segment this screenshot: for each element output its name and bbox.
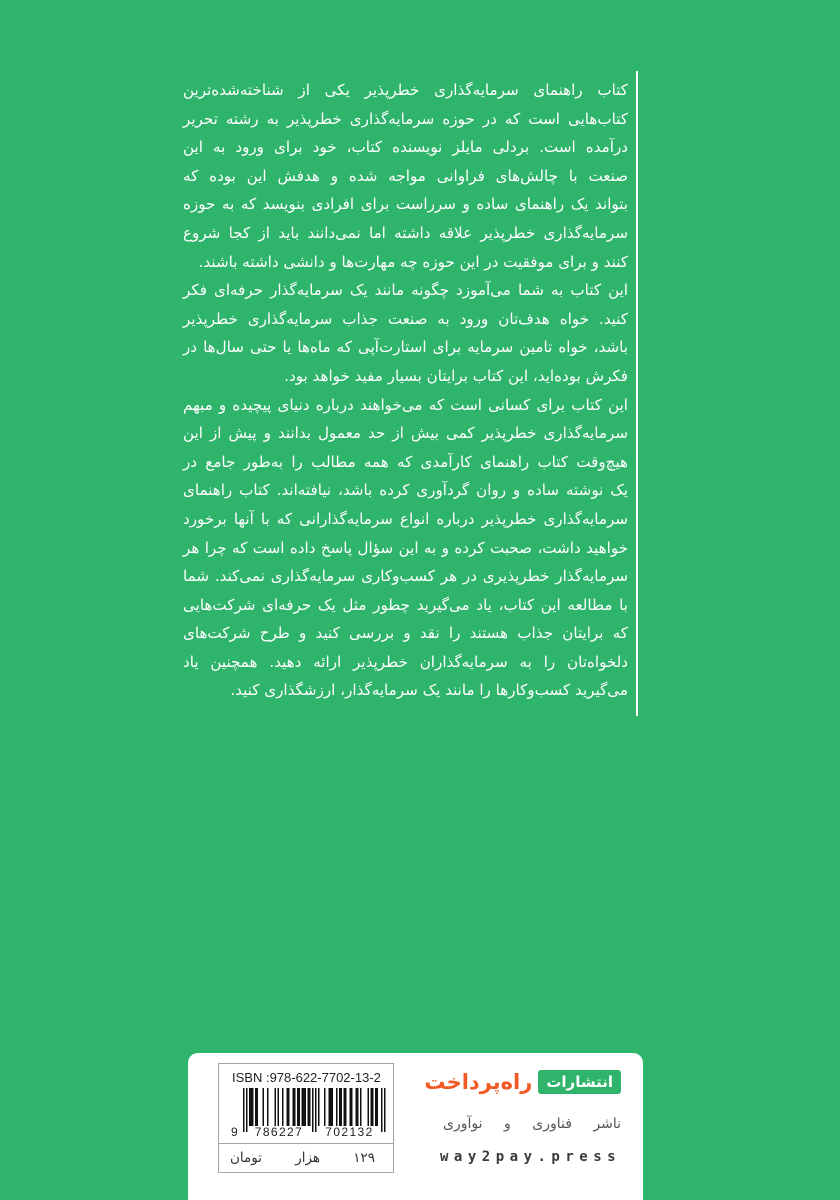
description-line-text: کنید. خواه هدف‌تان ورود به صنعت جذاب سرمایه‌گذاری خطرپذیر bbox=[183, 309, 628, 328]
barcode-bar bbox=[275, 1088, 277, 1126]
description-text bbox=[183, 76, 628, 705]
description-line bbox=[183, 448, 628, 477]
description-line-text: فکرش بوده‌اید، این کتاب برایتان بسیار مفید خواهد بود. bbox=[284, 366, 628, 385]
barcode-digit-group: 9 bbox=[230, 1125, 240, 1139]
barcode-bar bbox=[368, 1088, 370, 1126]
description-line bbox=[183, 219, 628, 248]
barcode-bar bbox=[381, 1088, 383, 1132]
barcode-bar bbox=[297, 1088, 300, 1126]
barcode-bar bbox=[302, 1088, 307, 1126]
barcode-bar bbox=[249, 1088, 254, 1126]
barcode-bar bbox=[384, 1088, 386, 1132]
description-line bbox=[183, 619, 628, 648]
description-line-text: می‌گیرید کسب‌وکارها را مانند یک سرمایه‌گذار، ارزشگذاری کنید. bbox=[230, 681, 628, 700]
barcode-bar bbox=[278, 1088, 280, 1126]
description-line bbox=[183, 534, 628, 563]
barcode-bar bbox=[324, 1088, 326, 1126]
barcode-bar bbox=[267, 1088, 269, 1126]
description-line bbox=[183, 276, 628, 305]
barcode-bar bbox=[308, 1088, 311, 1126]
description-line-text: خواهید داشت، صحبت کرده و به این سؤال پاسخ داده است که چرا هر bbox=[183, 538, 628, 557]
barcode-bar bbox=[344, 1088, 347, 1126]
description-line bbox=[183, 562, 628, 591]
description-line bbox=[183, 162, 628, 191]
publisher-tagline: ناشر فناوری و نوآوری bbox=[443, 1116, 621, 1132]
isbn-label: ISBN :978-622-7702-13-2 bbox=[232, 1070, 381, 1085]
description-line bbox=[183, 391, 628, 420]
vertical-rule bbox=[636, 71, 638, 716]
barcode-bar bbox=[315, 1088, 317, 1132]
barcode-bar bbox=[255, 1088, 258, 1126]
description-line bbox=[183, 476, 628, 505]
barcode-bar bbox=[312, 1088, 314, 1132]
description-paragraph bbox=[183, 276, 628, 390]
publisher-badge: انتشارات bbox=[538, 1070, 621, 1094]
barcode-bar bbox=[350, 1088, 353, 1126]
description-line bbox=[183, 505, 628, 534]
description-line-text: این کتاب برای کسانی است که می‌خواهند درباره دنیای پیچیده و مبهم bbox=[183, 395, 628, 414]
description-line bbox=[183, 76, 628, 105]
description-line-text: با مطالعه این کتاب، یاد می‌گیرید چطور مثل یک حرفه‌ای شرکت‌هایی bbox=[183, 595, 628, 614]
publisher-website: way2pay.press bbox=[440, 1149, 622, 1165]
barcode-bar bbox=[243, 1088, 245, 1132]
price bbox=[230, 1149, 375, 1167]
description-line-text: باشد، خواه تامین سرمایه برای استارت‌آپی که ماه‌ها یا حتی سال‌ها در bbox=[183, 338, 628, 357]
barcode-bar bbox=[293, 1088, 296, 1126]
barcode-bar bbox=[375, 1088, 378, 1126]
description-line-text: یک نوشته ساده و روان گردآوری کرده باشد، نیافته‌اند. کتاب راهنمای bbox=[183, 481, 628, 500]
description-line-text: این کتاب به شما می‌آموزد چگونه مانند یک سرمایه‌گذار حرفه‌ای فکر bbox=[183, 281, 628, 300]
barcode-bar bbox=[336, 1088, 338, 1126]
barcode-digit-group: 786227 bbox=[254, 1125, 304, 1139]
description-line bbox=[183, 133, 628, 162]
barcode-bar bbox=[282, 1088, 284, 1126]
barcode-bar bbox=[318, 1088, 320, 1126]
description-line-text: هیچ‌وقت کتاب راهنمای کارآمدی که همه مطالب را به‌طور جامع در bbox=[183, 452, 628, 471]
price-amount: ۱۲۹ bbox=[353, 1150, 375, 1166]
description-line bbox=[183, 419, 628, 448]
barcode-bar bbox=[371, 1088, 374, 1126]
publisher-name: راه‌پرداخت bbox=[424, 1070, 533, 1094]
description-line-text: که برایتان جذاب هستند را نقد و بررسی کنید و طرح شرکت‌های bbox=[183, 624, 628, 643]
barcode-bar bbox=[360, 1088, 362, 1126]
description-line bbox=[183, 333, 628, 362]
description-line-text: صنعت با چالش‌های فراوانی مواجه شده و هدفش این بوده که bbox=[183, 166, 628, 185]
description-line-text: سرمایه‌گذاری خطرپذیر کمی بیش از حد معمول بدانند و پیش از این bbox=[183, 424, 628, 443]
description-line bbox=[183, 305, 628, 334]
description-paragraph bbox=[183, 76, 628, 276]
description-line bbox=[183, 648, 628, 677]
description-line bbox=[183, 591, 628, 620]
publisher-logo bbox=[424, 1068, 621, 1096]
barcode-bar bbox=[246, 1088, 248, 1132]
description-line bbox=[183, 105, 628, 134]
description-line-text: بتواند یک راهنمای ساده و سرراست برای افرادی بنویسد که به حوزه bbox=[183, 195, 628, 214]
description-line-text: کنند و برای موفقیت در این حوزه چه مهارت‌ها و دانشی داشته باشند. bbox=[198, 252, 628, 271]
description-line-text: سرمایه‌گذاری خطرپذیر درباره انواع سرمایه‌گذارانی که با آنها برخورد bbox=[183, 509, 628, 528]
price-unit: هزار تومان bbox=[230, 1150, 321, 1166]
barcode-bar bbox=[263, 1088, 265, 1126]
barcode-bar bbox=[339, 1088, 342, 1126]
description-line-text: درآمده است. بردلی مایلز نویسنده کتاب، خود برای ورود به این bbox=[183, 138, 628, 157]
barcode-price-divider bbox=[218, 1143, 394, 1144]
description-line bbox=[183, 190, 628, 219]
info-panel bbox=[188, 1053, 643, 1200]
description-paragraph bbox=[183, 391, 628, 706]
barcode-bar bbox=[287, 1088, 290, 1126]
description-line-text: سرمایه‌گذار خطرپذیری در هر کسب‌وکاری سرمایه‌گذاری نمی‌کند. شما bbox=[183, 567, 628, 586]
description-line-text: سرمایه‌گذاری خطرپذیر علاقه داشته اما نمی‌دانند باید از کجا شروع bbox=[183, 223, 628, 242]
barcode-bar bbox=[356, 1088, 359, 1126]
barcode-bar bbox=[329, 1088, 334, 1126]
description-line-text: کتاب راهنمای سرمایه‌گذاری خطرپذیر یکی از شناخته‌شده‌ترین bbox=[183, 81, 628, 99]
description-line-text: دلخواه‌تان را به سرمایه‌گذاران خطرپذیر ارائه دهید. همچنین یاد bbox=[183, 652, 628, 671]
description-line-text: کتاب‌هایی است که در حوزه سرمایه‌گذاری خطرپذیر به رشته تحریر bbox=[183, 109, 628, 128]
description-line bbox=[183, 676, 628, 705]
description-line bbox=[183, 248, 628, 277]
description-line bbox=[183, 362, 628, 391]
barcode-digit-group: 702132 bbox=[325, 1125, 374, 1139]
